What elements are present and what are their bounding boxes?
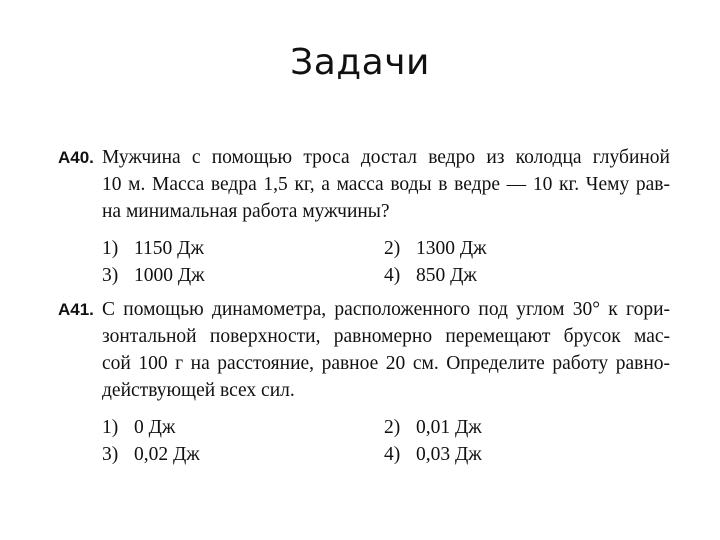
answer-options — [102, 414, 670, 468]
answer-option-4 — [384, 441, 632, 468]
problem-a40 — [58, 144, 670, 289]
problem-number: A41. — [58, 300, 94, 319]
problem-number: A40. — [58, 148, 94, 167]
answer-key: 3) — [102, 265, 119, 286]
answer-text: 0,02 Дж — [134, 444, 200, 465]
answer-key: 2) — [384, 238, 401, 259]
slide-title: Задачи — [290, 42, 430, 83]
problem-statement — [58, 296, 670, 404]
answer-key: 1) — [102, 417, 119, 438]
problem-text — [102, 144, 670, 225]
text-line: сой 100 г на расстояние, равное 20 см. Определите работу равно- — [102, 353, 670, 374]
answer-option-4 — [384, 262, 632, 289]
answer-option-3 — [102, 441, 384, 468]
answer-key: 1) — [102, 238, 119, 259]
answer-text: 0,01 Дж — [416, 417, 482, 438]
text-line: зонтальной поверхности, равномерно перемещают брусок мас- — [102, 326, 670, 347]
answer-key: 2) — [384, 417, 401, 438]
problem-statement — [58, 144, 670, 225]
text-line: 10 м. Масса ведра 1,5 кг, а масса воды в ведре — 10 кг. Чему рав- — [102, 174, 670, 195]
answer-key: 3) — [102, 444, 119, 465]
answer-key: 4) — [384, 444, 401, 465]
answer-text: 1000 Дж — [134, 265, 205, 286]
text-line: на минимальная работа мужчины? — [102, 201, 390, 222]
answer-key: 4) — [384, 265, 401, 286]
answer-text: 1150 Дж — [134, 238, 204, 259]
answer-option-2 — [384, 235, 632, 262]
problem-a41 — [58, 296, 670, 468]
answer-text: 0 Дж — [134, 417, 176, 438]
answer-option-1 — [102, 235, 384, 262]
text-line: Мужчина с помощью троса достал ведро из колодца глубиной — [102, 147, 670, 168]
answer-options — [102, 235, 670, 289]
text-line: С помощью динамометра, расположенного под углом 30° к гори- — [102, 299, 670, 320]
answer-option-1 — [102, 414, 384, 441]
answer-text: 850 Дж — [416, 265, 477, 286]
answer-option-3 — [102, 262, 384, 289]
answer-text: 0,03 Дж — [416, 444, 482, 465]
problem-text — [102, 296, 670, 404]
answer-text: 1300 Дж — [416, 238, 487, 259]
text-line: действующей всех сил. — [102, 380, 295, 401]
answer-option-2 — [384, 414, 632, 441]
